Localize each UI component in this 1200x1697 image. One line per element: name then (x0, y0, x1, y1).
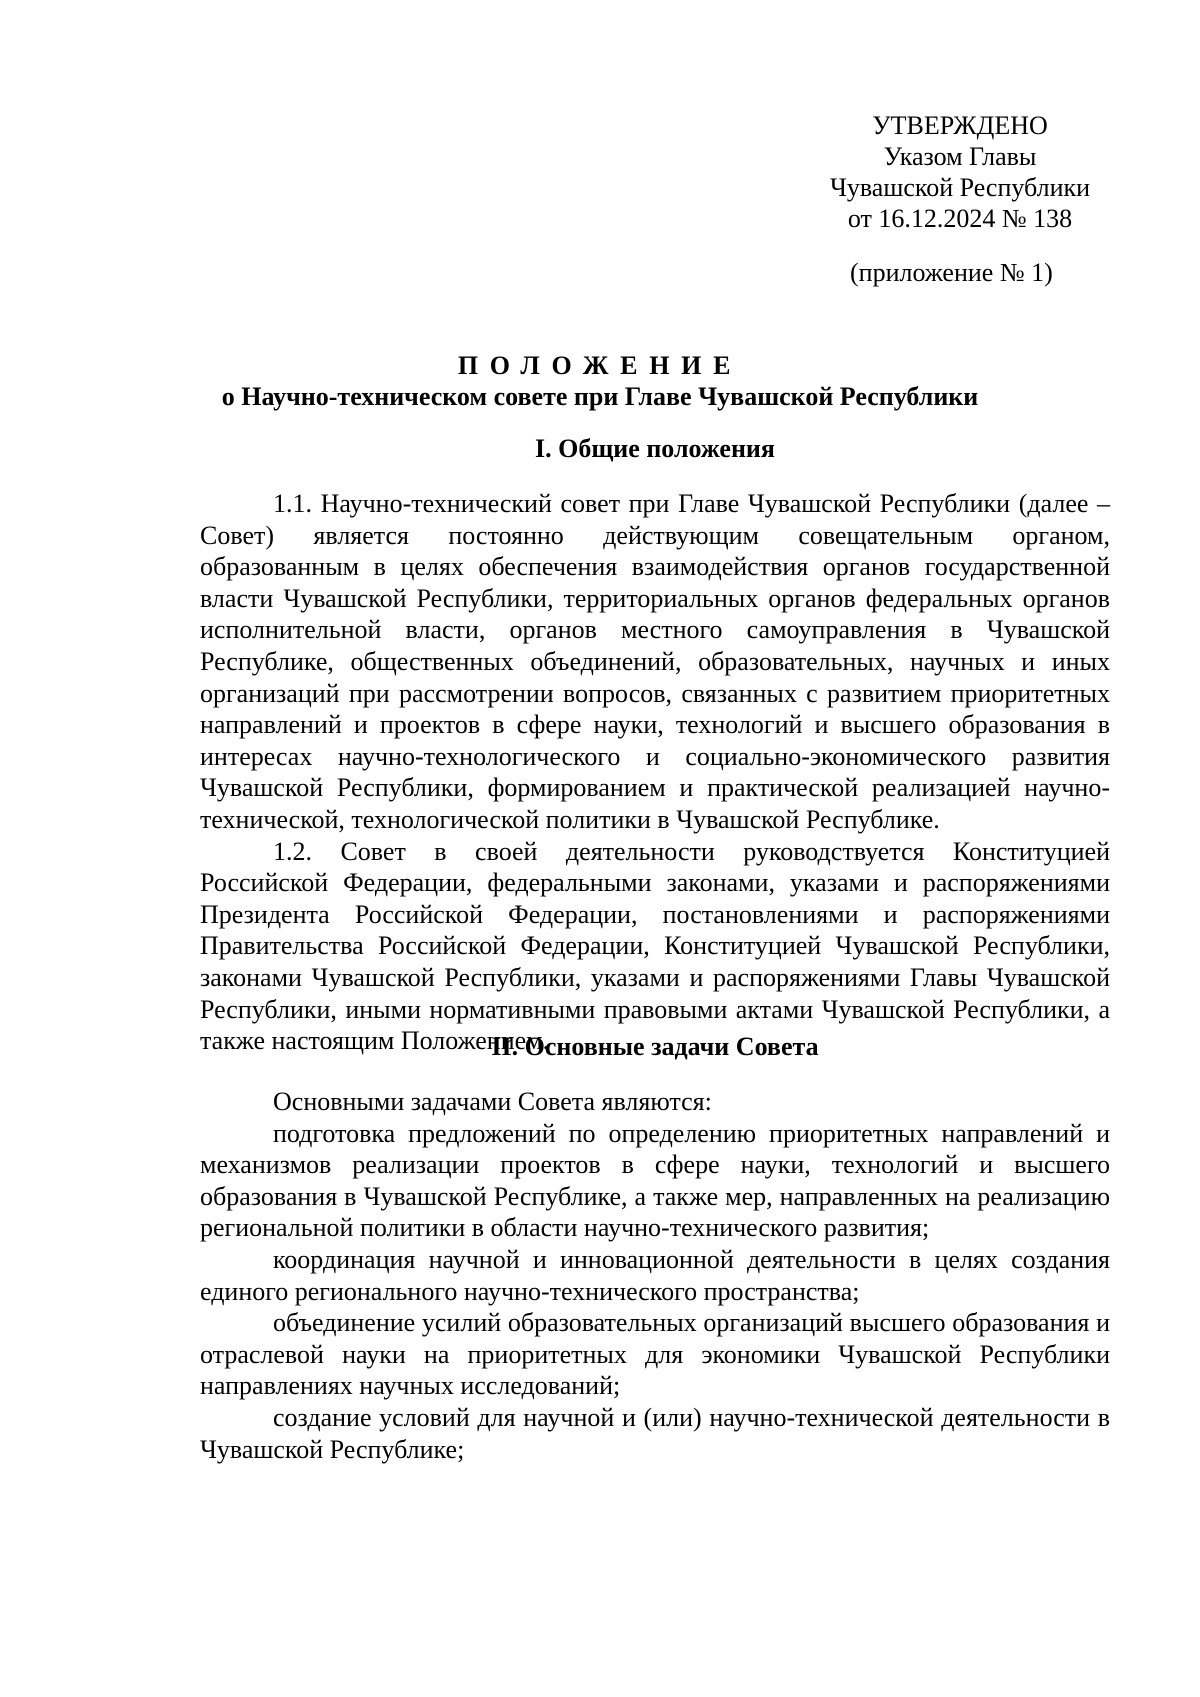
section-heading-tasks: II. Основные задачи Совета (491, 1032, 819, 1061)
paragraph: Основными задачами Совета являются: (273, 1087, 712, 1116)
paragraph: создание условий для научной и (или) научно-технической деятельности в Чувашской Республике; (200, 1402, 1110, 1464)
document-title-main: ПОЛОЖЕНИЕ (457, 351, 743, 380)
approval-line-decree: Указом Главы (883, 142, 1037, 171)
paragraph: 1.1. Научно-технический совет при Главе Чувашской Республики (далее – Совет) является постоянно действующим совещательным органом, образованным в целях обеспечения взаимодействия органов государственной власти Чувашской Республики, территориальных органов федеральных органов исполнительной власти, органов местного самоуправления в Чувашской Республике, общественных объединений, образовательных, научных и иных организаций при рассмотрении вопросов, связанных с развитием приоритетных направлений и проектов в сфере науки, технологий и высшего образования в интересах научно-технологического и социально-экономического развития Чувашской Республики, формированием и практической реализацией научно-технической, технологической политики в Чувашской Республике. (200, 489, 1110, 834)
section-heading-general: I. Общие положения (535, 434, 775, 463)
section-tasks-body (200, 1086, 1110, 1465)
approval-stamp (800, 110, 1120, 234)
document-title (0, 350, 1200, 412)
appendix-note: (приложение № 1) (850, 258, 1053, 287)
approval-line-approved: УТВЕРЖДЕНО (872, 111, 1048, 140)
document-subtitle: о Научно-техническом совете при Главе Чувашской Республики (221, 382, 979, 411)
paragraph: объединение усилий образовательных организаций высшего образования и отраслевой науки на приоритетных для экономики Чувашской Республики направлениях научных исследований; (200, 1308, 1110, 1401)
paragraph: координация научной и инновационной деятельности в целях создания единого регионального научно-технического пространства; (200, 1244, 1110, 1306)
section-general-body (200, 488, 1110, 1057)
paragraph: 1.2. Совет в своей деятельности руководствуется Конституцией Российской Федерации, федеральными законами, указами и распоряжениями Президента Российской Федерации, постановлениями и распоряжениями Правительства Российской Федерации, Конституцией Чувашской Республики, законами Чувашской Республики, указами и распоряжениями Главы Чувашской Республики, иными нормативными правовыми актами Чувашской Республики, а также настоящим Положением. (200, 836, 1110, 1056)
approval-line-date-number: от 16.12.2024 № 138 (847, 204, 1073, 233)
approval-line-republic: Чувашской Республики (829, 173, 1091, 202)
paragraph: подготовка предложений по определению приоритетных направлений и механизмов реализации проектов в сфере науки, технологий и высшего образования в Чувашской Республике, а также мер, направленных на реализацию региональной политики в области научно-технического развития; (200, 1118, 1110, 1243)
